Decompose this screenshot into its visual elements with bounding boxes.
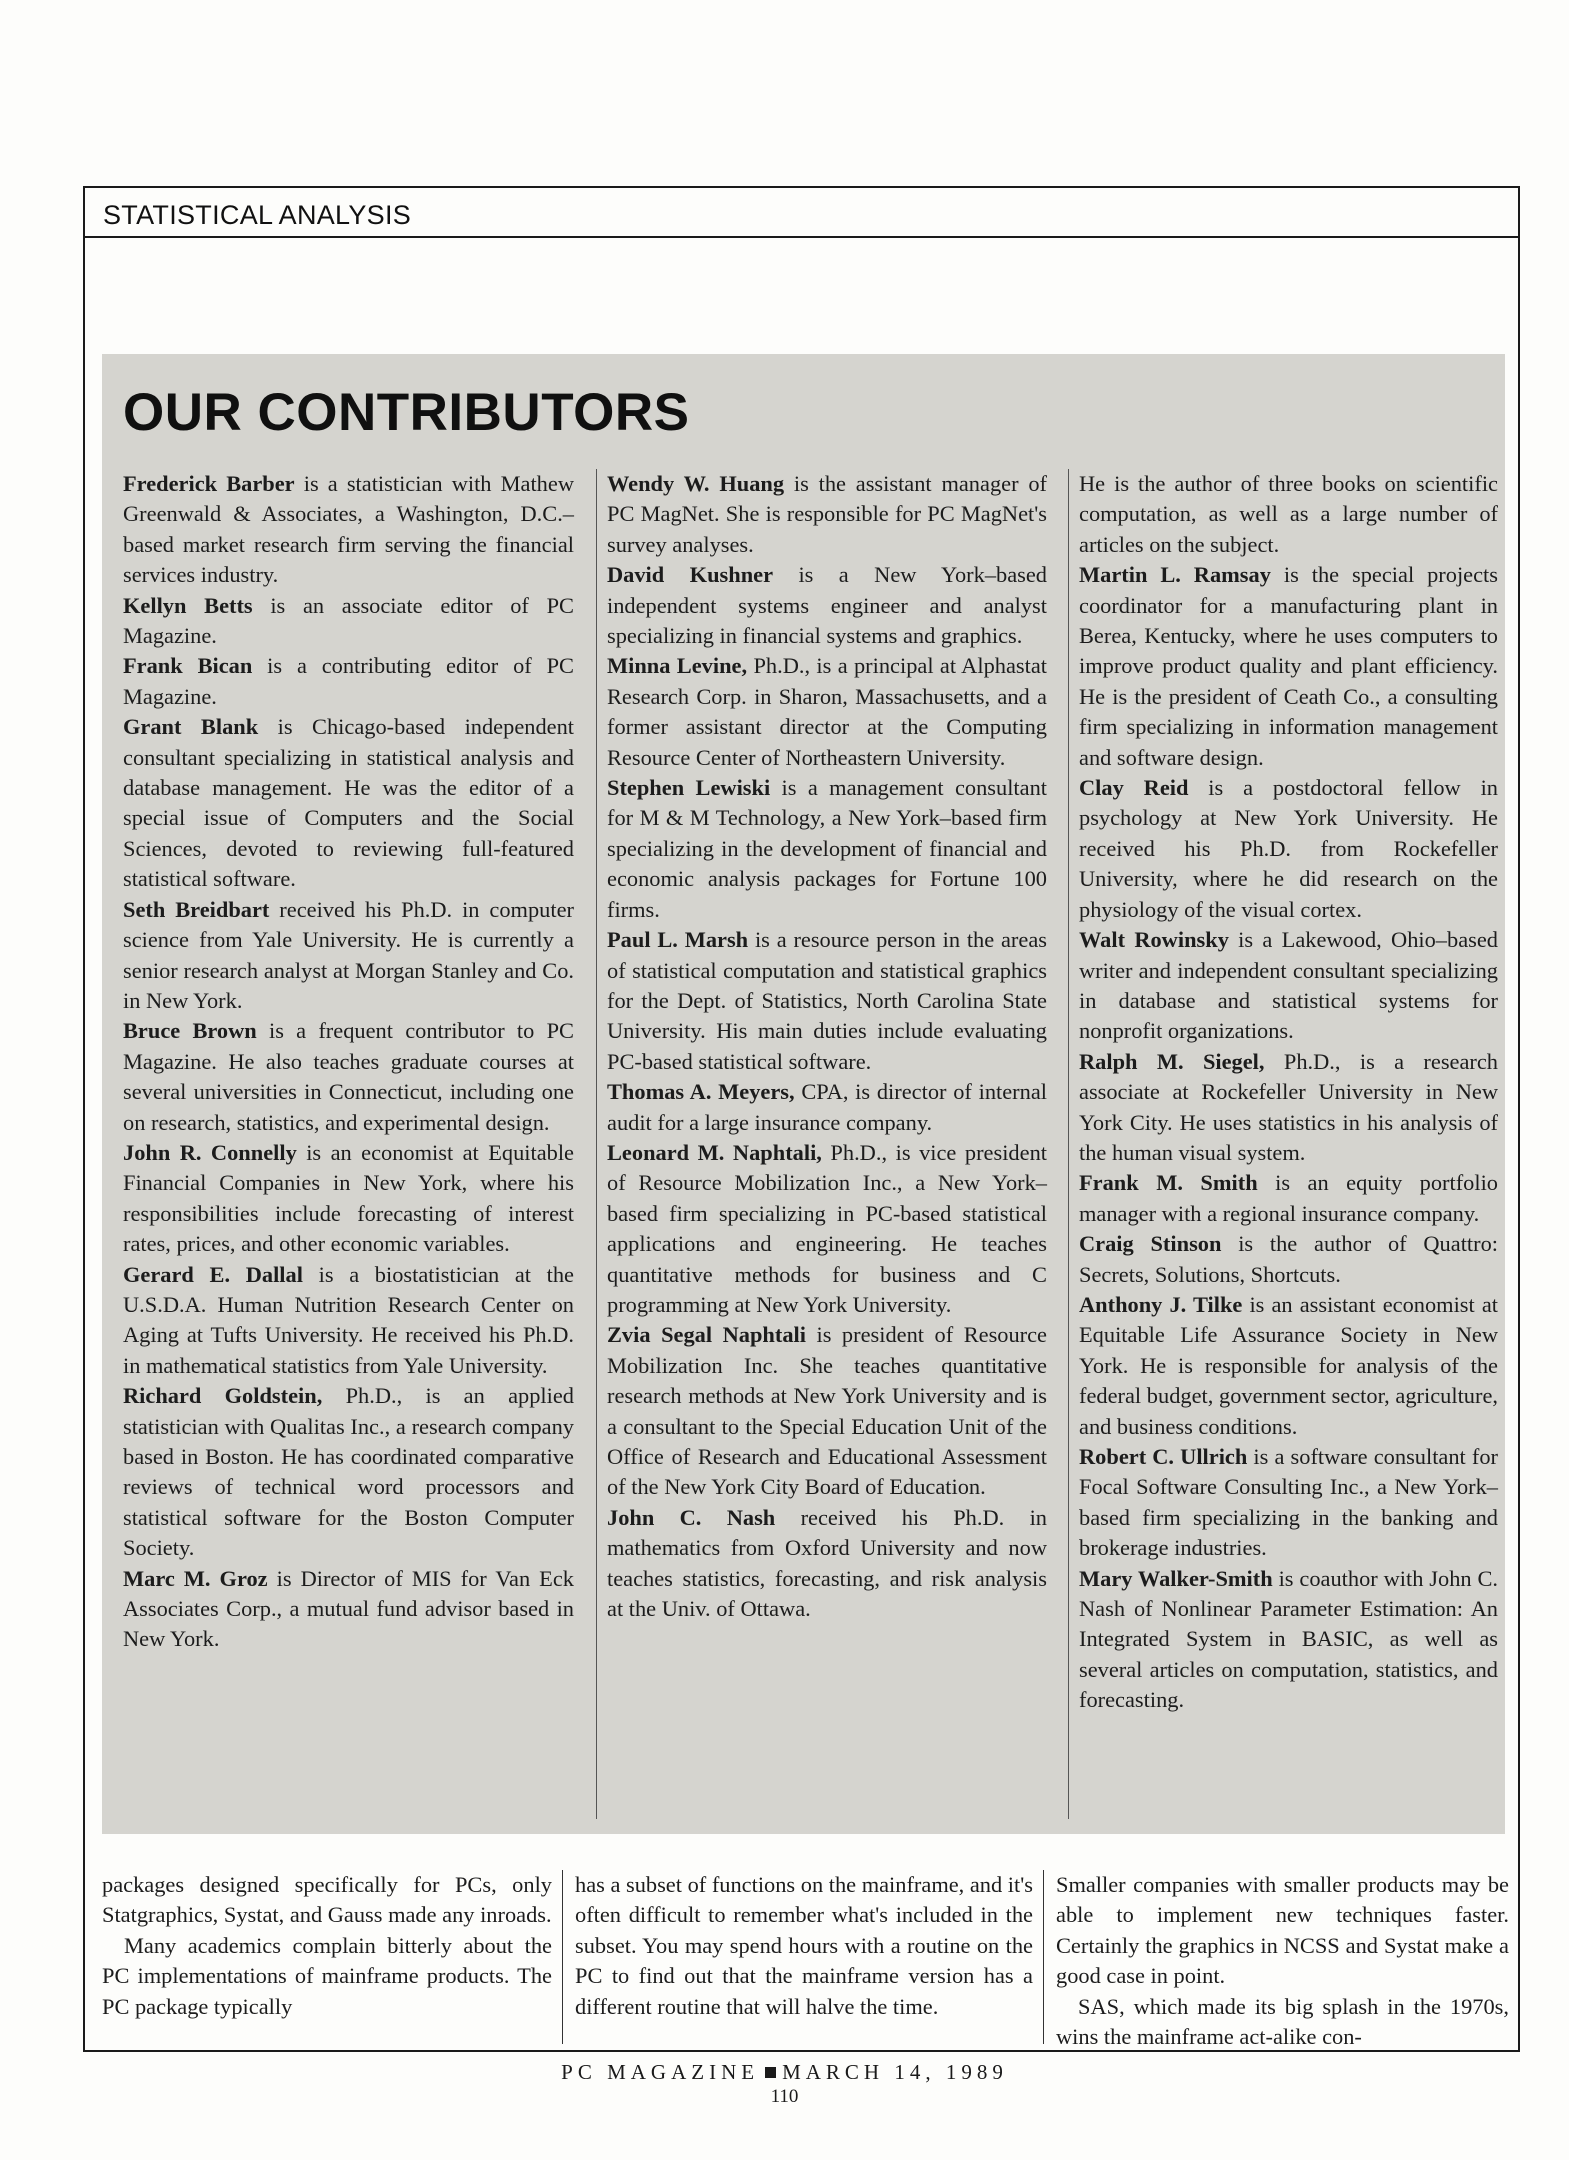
section-header — [85, 188, 1518, 238]
contributor-bio: Ph.D., is a principal at Alphastat Research Corp. in Sharon, Massachusetts, and a former assistant director at the Computing Resource Center of Northeastern University. — [607, 653, 1047, 770]
contributor-name: Seth Breidbart — [123, 896, 270, 922]
contributor-name: Craig Stinson — [1079, 1231, 1222, 1257]
contributor-bio: is an economist at Equitable Financial Companies in New York, where his responsibilities include forecasting of interest rates, prices, and other economic variables. — [123, 1139, 574, 1257]
body-column-1 — [102, 1870, 552, 2044]
contributor-bio: is president of Resource Mobilization Inc. She teaches quantitative research methods at New York University and is a consultant to the Special Education Unit of the Office of Research and Educational Assessment of the New York City Board of Education. — [607, 1322, 1047, 1500]
contributor-entry — [123, 1260, 574, 1382]
contributor-bio: is a management consultant for M & M Technology, a New York–based firm specializing in the development of financial and economic analysis packages for Fortune 100 firms. — [607, 775, 1047, 922]
contributor-entry — [607, 651, 1047, 773]
body-paragraph: SAS, which made its big splash in the 1970s, wins the mainframe act-alike con- — [1056, 1993, 1509, 2050]
contributor-name: Frederick Barber — [123, 471, 295, 496]
section-label: STATISTICAL ANALYSIS — [103, 200, 412, 230]
contributor-entry — [1079, 1168, 1498, 1229]
contributor-entry — [607, 1503, 1047, 1625]
contributor-entry — [1079, 1229, 1498, 1290]
contributor-name: Walt Rowinsky — [1079, 927, 1229, 953]
contributor-entry — [1079, 925, 1498, 1047]
contributor-entry — [1079, 1442, 1498, 1564]
contributor-bio: He is the author of three books on scientific computation, as well as a large number of articles on the subject. — [1079, 471, 1498, 557]
contributor-name: John R. Connelly — [123, 1139, 297, 1165]
contributor-bio: is a Lakewood, Ohio–based writer and independent consultant specializing in database and statistical systems for nonprofit organizations. — [1079, 927, 1498, 1044]
contributor-name: Thomas A. Meyers, — [607, 1079, 795, 1105]
contributor-name: Frank M. Smith — [1079, 1170, 1258, 1196]
contributor-entry — [123, 1564, 574, 1655]
contributor-bio: is a contributing editor of PC Magazine. — [123, 653, 574, 709]
contributor-entry — [1079, 1564, 1498, 1716]
contributor-name: Clay Reid — [1079, 775, 1189, 801]
contributor-entry — [607, 1077, 1047, 1138]
footer-magazine: PC MAGAZINE — [561, 2060, 760, 2084]
contributors-column-2 — [596, 469, 1047, 1819]
contributor-name: Wendy W. Huang — [607, 471, 785, 496]
contributor-bio: is coauthor with John C. Nash of Nonlinear Parameter Estimation: An Integrated System in BASIC, as well as several articles on computation, statistics, and forecasting. — [1079, 1565, 1498, 1713]
contributor-entry — [123, 712, 574, 894]
contributor-name: Marc M. Groz — [123, 1565, 268, 1591]
body-paragraph: packages designed specifically for PCs, only Statgraphics, Systat, and Gauss made any inroads. — [102, 1872, 552, 1928]
contributor-bio: is a postdoctoral fellow in psychology at New York University. He received his Ph.D. from Rockefeller University, where he did research on the physiology of the visual cortex. — [1079, 775, 1498, 922]
contributor-bio: Ph.D., is vice president of Resource Mobilization Inc., a New York–based firm specializing in PC-based statistical applications and engineering. He teaches quantitative methods for business and C programming at New York University. — [607, 1139, 1047, 1317]
article-frame — [83, 186, 1520, 2052]
contributor-bio: is Chicago-based independent consultant specializing in statistical analysis and database management. He was the editor of a special issue of Computers and the Social Sciences, devoted to reviewing full-featured statistical software. — [123, 714, 574, 892]
contributor-entry — [1079, 1047, 1498, 1169]
contributor-name: Martin L. Ramsay — [1079, 562, 1271, 588]
contributor-bio: is a resource person in the areas of statistical computation and statistical graphics for the Dept. of Statistics, North Carolina State University. His main duties include evaluating PC-based statistical software. — [607, 927, 1047, 1074]
contributor-name: John C. Nash — [607, 1504, 776, 1530]
contributor-name: Frank Bican — [123, 653, 253, 679]
contributors-column-3 — [1068, 469, 1498, 1819]
contributor-entry — [123, 895, 574, 1017]
contributor-entry — [1079, 469, 1498, 560]
footer-date: MARCH 14, 1989 — [782, 2060, 1008, 2084]
contributor-bio: is a software consultant for Focal Software Consulting Inc., a New York–based firm specializing in the banking and brokerage industries. — [1079, 1444, 1498, 1561]
footer-square-bullet — [765, 2067, 776, 2078]
contributor-name: Zvia Segal Naphtali — [607, 1322, 806, 1348]
contributor-entry — [1079, 560, 1498, 773]
contributor-name: Mary Walker-Smith — [1079, 1565, 1273, 1591]
contributors-sidebar — [102, 354, 1505, 1834]
contributor-name: Minna Levine, — [607, 653, 748, 679]
body-paragraph: Smaller companies with smaller products may be able to implement new techniques faster. Certainly the graphics in NCSS and Systat make a good case in point. — [1056, 1872, 1509, 1989]
body-paragraph: Many academics complain bitterly about the PC implementations of mainframe products. The PC package typically — [102, 1932, 552, 2019]
contributor-bio: is the author of Quattro: Secrets, Solutions, Shortcuts. — [1079, 1231, 1499, 1287]
contributor-entry — [607, 560, 1047, 651]
contributor-bio: is a New York–based independent systems engineer and analyst specializing in financial systems and graphics. — [607, 562, 1047, 649]
contributor-bio: Ph.D., is an applied statistician with Qualitas Inc., a research company based in Boston. He has coordinated comparative reviews of technical word processors and statistical software for the Boston Computer Society. — [123, 1383, 574, 1561]
contributor-entry — [1079, 773, 1498, 925]
contributor-entry — [123, 1381, 574, 1563]
body-column-2 — [562, 1870, 1033, 2044]
contributor-name: Kellyn Betts — [123, 592, 253, 618]
contributor-bio: is a biostatistician at the U.S.D.A. Human Nutrition Research Center on Aging at Tufts University. He received his Ph.D. in mathematical statistics from Yale University. — [123, 1261, 574, 1378]
contributor-bio: CPA, is director of internal audit for a large insurance company. — [607, 1079, 1047, 1135]
contributor-bio: is a statistician with Mathew Greenwald & Associates, a Washington, D.C.–based market research firm serving the financial services industry. — [123, 471, 574, 588]
contributor-bio: is Director of MIS for Van Eck Associates Corp., a mutual fund advisor based in New York. — [123, 1565, 574, 1652]
contributor-bio: is the assistant manager of PC MagNet. She is responsible for PC MagNet's survey analyses. — [607, 471, 1047, 557]
contributor-entry — [607, 1138, 1047, 1320]
contributor-name: David Kushner — [607, 562, 774, 588]
contributor-name: Grant Blank — [123, 714, 259, 740]
sidebar-title: OUR CONTRIBUTORS — [123, 383, 690, 442]
contributor-bio: Ph.D., is a research associate at Rockefeller University in New York City. He uses statistics in his analysis of the human visual system. — [1079, 1048, 1499, 1165]
contributor-entry — [123, 1016, 574, 1138]
body-column-3 — [1043, 1870, 1509, 2050]
contributor-entry — [123, 651, 574, 712]
page-number: 110 — [770, 2086, 799, 2107]
contributor-name: Paul L. Marsh — [607, 927, 749, 953]
contributor-bio: is an assistant economist at Equitable Life Assurance Society in New York. He is responsible for analysis of the federal budget, government sector, agriculture, and business conditions. — [1079, 1291, 1499, 1439]
contributor-entry — [123, 591, 574, 652]
contributor-entry — [1079, 1290, 1498, 1442]
contributor-entry — [607, 925, 1047, 1077]
contributor-bio: is the special projects coordinator for a manufacturing plant in Berea, Kentucky, where he uses computers to improve product quality and plant efficiency. He is the president of Ceath Co., a consulting firm specializing in information management and software design. — [1079, 562, 1498, 770]
contributor-name: Anthony J. Tilke — [1079, 1291, 1243, 1317]
contributor-entry — [607, 1320, 1047, 1502]
page-footer — [0, 2060, 1569, 2085]
contributor-name: Richard Goldstein, — [123, 1383, 323, 1409]
contributor-name: Robert C. Ullrich — [1079, 1444, 1248, 1469]
contributor-entry — [607, 773, 1047, 925]
contributor-name: Ralph M. Siegel, — [1079, 1048, 1265, 1074]
contributor-name: Leonard M. Naphtali, — [607, 1139, 822, 1165]
contributors-column-1 — [123, 469, 574, 1819]
contributor-bio: is an equity portfolio manager with a regional insurance company. — [1079, 1170, 1498, 1226]
contributor-bio: received his Ph.D. in computer science from Yale University. He is currently a senior research analyst at Morgan Stanley and Co. in New York. — [123, 896, 574, 1013]
contributor-bio: received his Ph.D. in mathematics from Oxford University and now teaches statistics, forecasting, and risk analysis at the Univ. of Ottawa. — [607, 1504, 1047, 1622]
body-paragraph: has a subset of functions on the mainframe, and it's often difficult to remember what's included in the subset. You may spend hours with a routine on the PC to find out that the mainframe version has a different routine that will halve the time. — [575, 1872, 1033, 2019]
contributor-entry — [123, 1138, 574, 1260]
contributor-name: Stephen Lewiski — [607, 775, 771, 801]
contributor-name: Gerard E. Dallal — [123, 1261, 303, 1287]
contributor-bio: is an associate editor of PC Magazine. — [123, 592, 574, 649]
contributor-bio: is a frequent contributor to PC Magazine. He also teaches graduate courses at several universities in Connecticut, including one on research, statistics, and experimental design. — [123, 1018, 574, 1135]
contributor-name: Bruce Brown — [123, 1018, 257, 1044]
contributor-entry — [607, 469, 1047, 560]
contributor-entry — [123, 469, 574, 591]
